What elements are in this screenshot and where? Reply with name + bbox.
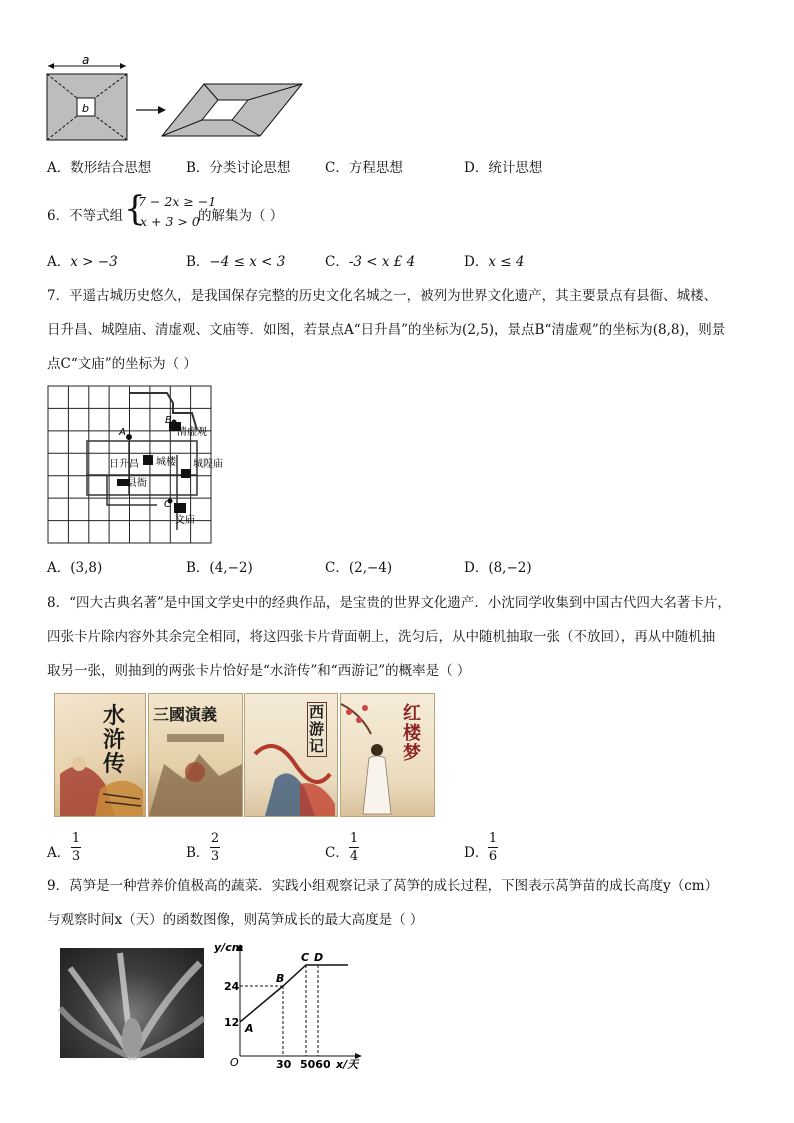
q8-option-a-letter[interactable]: A． <box>47 845 71 861</box>
map-label-rsc: 日升昌 <box>109 459 139 470</box>
q7-option-b[interactable]: B．(4,−2) <box>186 560 253 576</box>
graph-xtick-30: 30 <box>276 1058 292 1071</box>
q8-option-a-fraction[interactable]: 1 3 <box>71 831 81 864</box>
graph-ylabel: y/cm <box>214 941 244 954</box>
q8-option-b-letter[interactable]: B． <box>186 845 210 861</box>
q7-line-1: 7．平遥古城历史悠久，是我国保存完整的历史文化名城之一，被列为世界文化遗产，其主要景点有县衙、城楼、 <box>47 288 718 304</box>
map-label-c: C <box>164 499 171 510</box>
graph-point-c: C <box>301 951 310 964</box>
map-label-chm: 城隍庙 <box>193 459 223 470</box>
graph-xlabel: x/天 <box>336 1058 359 1071</box>
q6-ineq-2: x + 3 > 0 <box>140 214 200 229</box>
graph-ytick-24: 24 <box>224 980 240 993</box>
q9-line-1: 9．莴笋是一种营养价值极高的蔬菜．实践小组观察记录了莴笋的成长过程，下图表示莴笋苗的成长高度y（cm） <box>47 878 719 894</box>
q7-option-a[interactable]: A．(3,8) <box>47 560 103 576</box>
card-honglou-title: 红楼梦 <box>403 703 421 764</box>
q9-line-2: 与观察时间x（天）的函数图像，则莴笋成长的最大高度是（ ） <box>47 912 424 928</box>
graph-point-d: D <box>314 951 324 964</box>
q7-option-d[interactable]: D．(8,−2) <box>464 560 532 576</box>
q8-option-d-fraction[interactable]: 1 6 <box>488 831 498 864</box>
q5-figure <box>40 54 310 148</box>
graph-xtick-5060: 5060 <box>300 1058 331 1071</box>
q6-option-d[interactable]: D．x ≤ 4 <box>464 254 525 270</box>
q5-option-c[interactable]: C．方程思想 <box>325 160 403 176</box>
card-shuihu-title: 水浒传 <box>103 703 126 777</box>
q6-prefix: 6．不等式组 <box>47 208 124 224</box>
map-label-b: B <box>165 415 172 426</box>
card-sanguo-title: 三國演義 <box>153 705 218 724</box>
q6-option-a[interactable]: A．x > −3 <box>47 254 118 270</box>
q8-option-c-letter[interactable]: C． <box>325 845 349 861</box>
q8-option-c-fraction[interactable]: 1 4 <box>349 831 359 864</box>
lettuce-leaves <box>60 948 204 1058</box>
map-label-xy: 县衙 <box>127 478 147 489</box>
graph-point-b: B <box>276 972 285 985</box>
q8-line-2: 四张卡片除内容外其余完全相同，将这四张卡片背面朝上，洗匀后，从中随机抽取一张（不放回），再从中随机抽 <box>47 629 716 645</box>
map-label-wm: 文庙 <box>175 515 195 526</box>
q8-option-b-fraction[interactable]: 2 3 <box>210 831 220 864</box>
q7-option-c[interactable]: C．(2,−4) <box>325 560 393 576</box>
q6-option-c[interactable]: C．-3 < x £ 4 <box>325 254 416 270</box>
card-xiyou <box>244 693 338 817</box>
card-sanguo <box>148 693 243 817</box>
card-honglou <box>340 693 435 817</box>
q6-ineq-1: 7 − 2x ≥ −1 <box>138 194 217 209</box>
q8-line-3: 取另一张，则抽到的两张卡片恰好是“水浒传”和“西游记”的概率是（ ） <box>47 663 471 679</box>
q8-option-d-letter[interactable]: D． <box>464 845 489 861</box>
lettuce-photo <box>60 948 204 1058</box>
label-b: b <box>82 102 89 115</box>
q7-line-2: 日升昌、城隍庙、清虚观、文庙等．如图，若景点A“日升昌”的坐标为(2,5)，景点B“清虚观”的坐标为(8,8)，则景 <box>47 322 726 338</box>
graph-point-a: A <box>245 1022 254 1035</box>
q5-option-d[interactable]: D．统计思想 <box>464 160 543 176</box>
graph-ytick-12: 12 <box>224 1016 240 1029</box>
label-a: a <box>82 53 90 67</box>
card-shuihu <box>54 693 146 817</box>
q5-option-a[interactable]: A．数形结合思想 <box>47 160 152 176</box>
map-label-a: A <box>119 427 126 438</box>
q7-map <box>47 385 223 545</box>
q9-graph <box>210 938 370 1070</box>
graph-origin: O <box>230 1056 239 1069</box>
q7-line-3: 点C“文庙”的坐标为（ ） <box>47 356 197 372</box>
q6-option-b[interactable]: B．−4 ≤ x < 3 <box>186 254 286 270</box>
q6-suffix: 的解集为（ ） <box>198 208 284 224</box>
card-xiyou-title: 西游记 <box>307 702 327 757</box>
q8-line-1: 8．“四大古典名著”是中国文学史中的经典作品，是宝贵的世界文化遗产．小沈同学收集到中国古代四大名著卡片， <box>47 595 731 611</box>
q6-brace: { <box>124 189 146 229</box>
map-label-qxg: 清虚观 <box>177 427 207 438</box>
q5-option-b[interactable]: B．分类讨论思想 <box>186 160 291 176</box>
map-label-cl: 城楼 <box>156 457 176 468</box>
card-shuihu-art <box>55 694 145 816</box>
